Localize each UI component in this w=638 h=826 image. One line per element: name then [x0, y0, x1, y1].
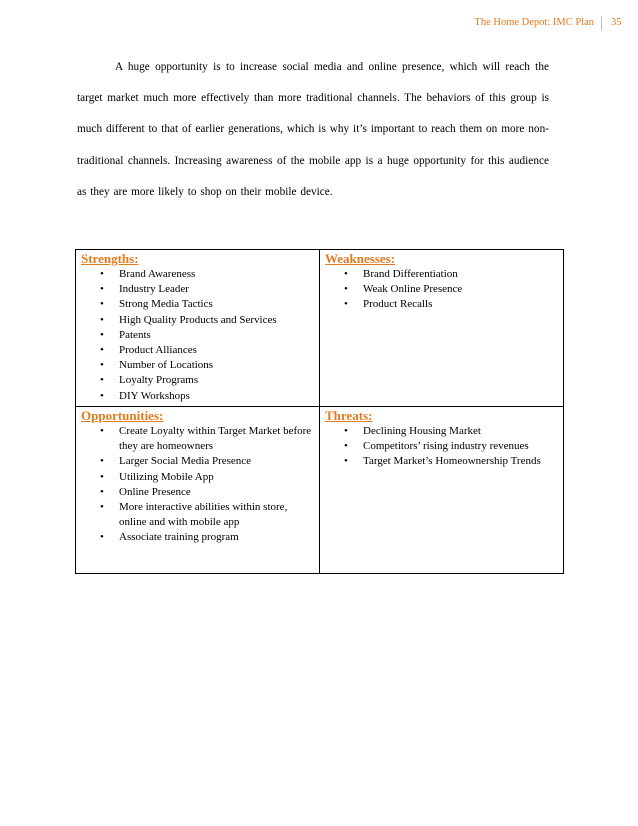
opportunities-title: Opportunities:: [81, 408, 164, 423]
threats-list: [325, 424, 559, 470]
list-item: • Larger Social Media Presence: [100, 454, 314, 469]
list-item: • Product Alliances: [100, 343, 315, 358]
strengths-cell: [76, 250, 320, 407]
list-item: • Brand Awareness: [100, 267, 315, 282]
weaknesses-title: Weaknesses:: [325, 251, 396, 266]
swot-table: [75, 249, 564, 574]
list-item: • Brand Differentiation: [344, 267, 559, 282]
page-number: 35: [611, 17, 622, 28]
list-item: • Strong Media Tactics: [100, 297, 315, 312]
list-item: • Industry Leader: [100, 282, 315, 297]
list-item: • Product Recalls: [344, 297, 559, 312]
threats-title: Threats:: [325, 408, 373, 423]
list-item: • More interactive abilities within store, online and with mobile app: [100, 500, 314, 530]
opportunities-list: [81, 424, 315, 546]
list-item: • Loyalty Programs: [100, 373, 315, 388]
list-item: • High Quality Products and Services: [100, 313, 315, 328]
strengths-list: [81, 267, 315, 404]
list-item: • Patents: [100, 328, 315, 343]
weaknesses-list: [325, 267, 559, 313]
weaknesses-cell: [320, 250, 564, 407]
body-paragraph: A huge opportunity is to increase social media and online presence, which will reach the target market much more effectively than more traditional channels. The behaviors of this group is much different to that of earlier generations, which is why it’s important to reach them on more non-traditional channels. Increasing awareness of the mobile app is a huge opportunity for this audience as they are more likely to shop on their mobile device.: [77, 61, 549, 198]
list-item: • Create Loyalty within Target Market before they are homeowners: [100, 424, 314, 454]
list-item: • Associate training program: [100, 530, 314, 545]
list-item: • Declining Housing Market: [344, 424, 559, 439]
list-item: • Online Presence: [100, 485, 314, 500]
list-item: • DIY Workshops: [100, 389, 315, 404]
list-item: • Weak Online Presence: [344, 282, 559, 297]
list-item: • Utilizing Mobile App: [100, 470, 314, 485]
threats-cell: [320, 407, 564, 574]
page-header: [474, 16, 625, 30]
header-title: The Home Depot: IMC Plan: [474, 16, 602, 30]
list-item: • Competitors’ rising industry revenues: [344, 439, 559, 454]
opportunities-cell: [76, 407, 320, 574]
strengths-title: Strengths:: [81, 251, 139, 266]
list-item: • Number of Locations: [100, 358, 315, 373]
list-item: • Target Market’s Homeownership Trends: [344, 454, 559, 469]
